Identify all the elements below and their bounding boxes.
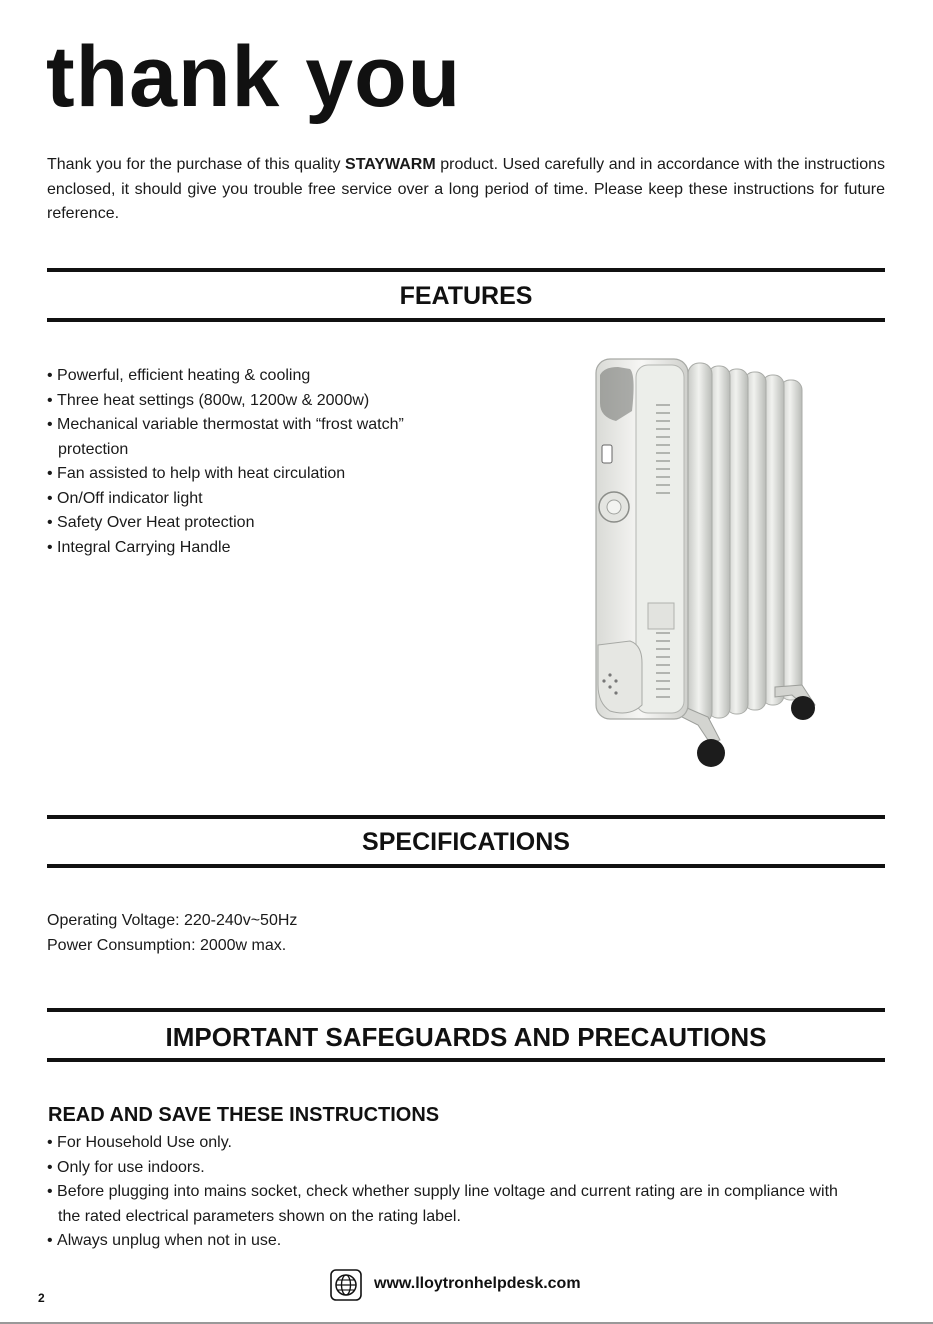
page-title: thank you: [46, 29, 462, 125]
specifications-top-rule: [47, 815, 885, 819]
features-bottom-rule: [47, 318, 885, 322]
safeguards-top-rule: [47, 1008, 885, 1012]
radiator-fins: [688, 363, 802, 723]
specifications-list: [47, 908, 297, 958]
safeguards-heading: IMPORTANT SAFEGUARDS AND PRECAUTIONS: [165, 1022, 767, 1052]
features-heading: FEATURES: [399, 282, 533, 310]
feature-item: • Powerful, efficient heating & cooling: [47, 364, 447, 389]
page-number: 2: [38, 1291, 45, 1305]
caster-wheel: [697, 739, 725, 767]
globe-icon: [330, 1269, 362, 1301]
feature-item: • Three heat settings (800w, 1200w & 2000w): [47, 389, 447, 414]
feature-item: • Integral Carrying Handle: [47, 536, 447, 561]
carrying-handle: [600, 367, 634, 421]
caster-wheel: [791, 696, 815, 720]
safeguards-list: [47, 1131, 847, 1254]
safeguards-bottom-rule: [47, 1058, 885, 1062]
intro-text-start: Thank you for the purchase of this quality: [47, 156, 346, 173]
feature-item: • Mechanical variable thermostat with “frost watch” protection: [47, 413, 447, 462]
read-and-save-subheading: READ AND SAVE THESE INSTRUCTIONS: [48, 1104, 440, 1126]
safeguard-item: • Always unplug when not in use.: [47, 1229, 847, 1254]
safeguard-item: • Only for use indoors.: [47, 1156, 847, 1181]
oil-filled-radiator-image: [570, 345, 840, 785]
safeguard-item: • Before plugging into mains socket, check whether supply line voltage and current rating are in compliance with the rated electrical parameters shown on the rating label.: [47, 1180, 847, 1229]
feature-item: • Safety Over Heat protection: [47, 511, 447, 536]
helpdesk-url-link[interactable]: www.lloytronhelpdesk.com: [374, 1275, 581, 1292]
feature-item: • On/Off indicator light: [47, 487, 447, 512]
specifications-bottom-rule: [47, 864, 885, 868]
specifications-heading: SPECIFICATIONS: [362, 828, 570, 856]
brand-name: STAYWARM: [345, 156, 436, 173]
feature-item: • Fan assisted to help with heat circulation: [47, 462, 447, 487]
intro-paragraph: [47, 153, 885, 227]
safeguard-item: • For Household Use only.: [47, 1131, 847, 1156]
features-top-rule: [47, 268, 885, 272]
intro-text-end: product. Used carefully and in accordance with the instructions enclosed, it should give you trouble free service over a long period of time. Please keep these instructions for future reference.: [47, 156, 885, 222]
features-list: [47, 364, 447, 560]
power-consumption: Power Consumption: 2000w max.: [47, 937, 287, 954]
operating-voltage: Operating Voltage: 220-240v~50Hz: [47, 912, 298, 929]
